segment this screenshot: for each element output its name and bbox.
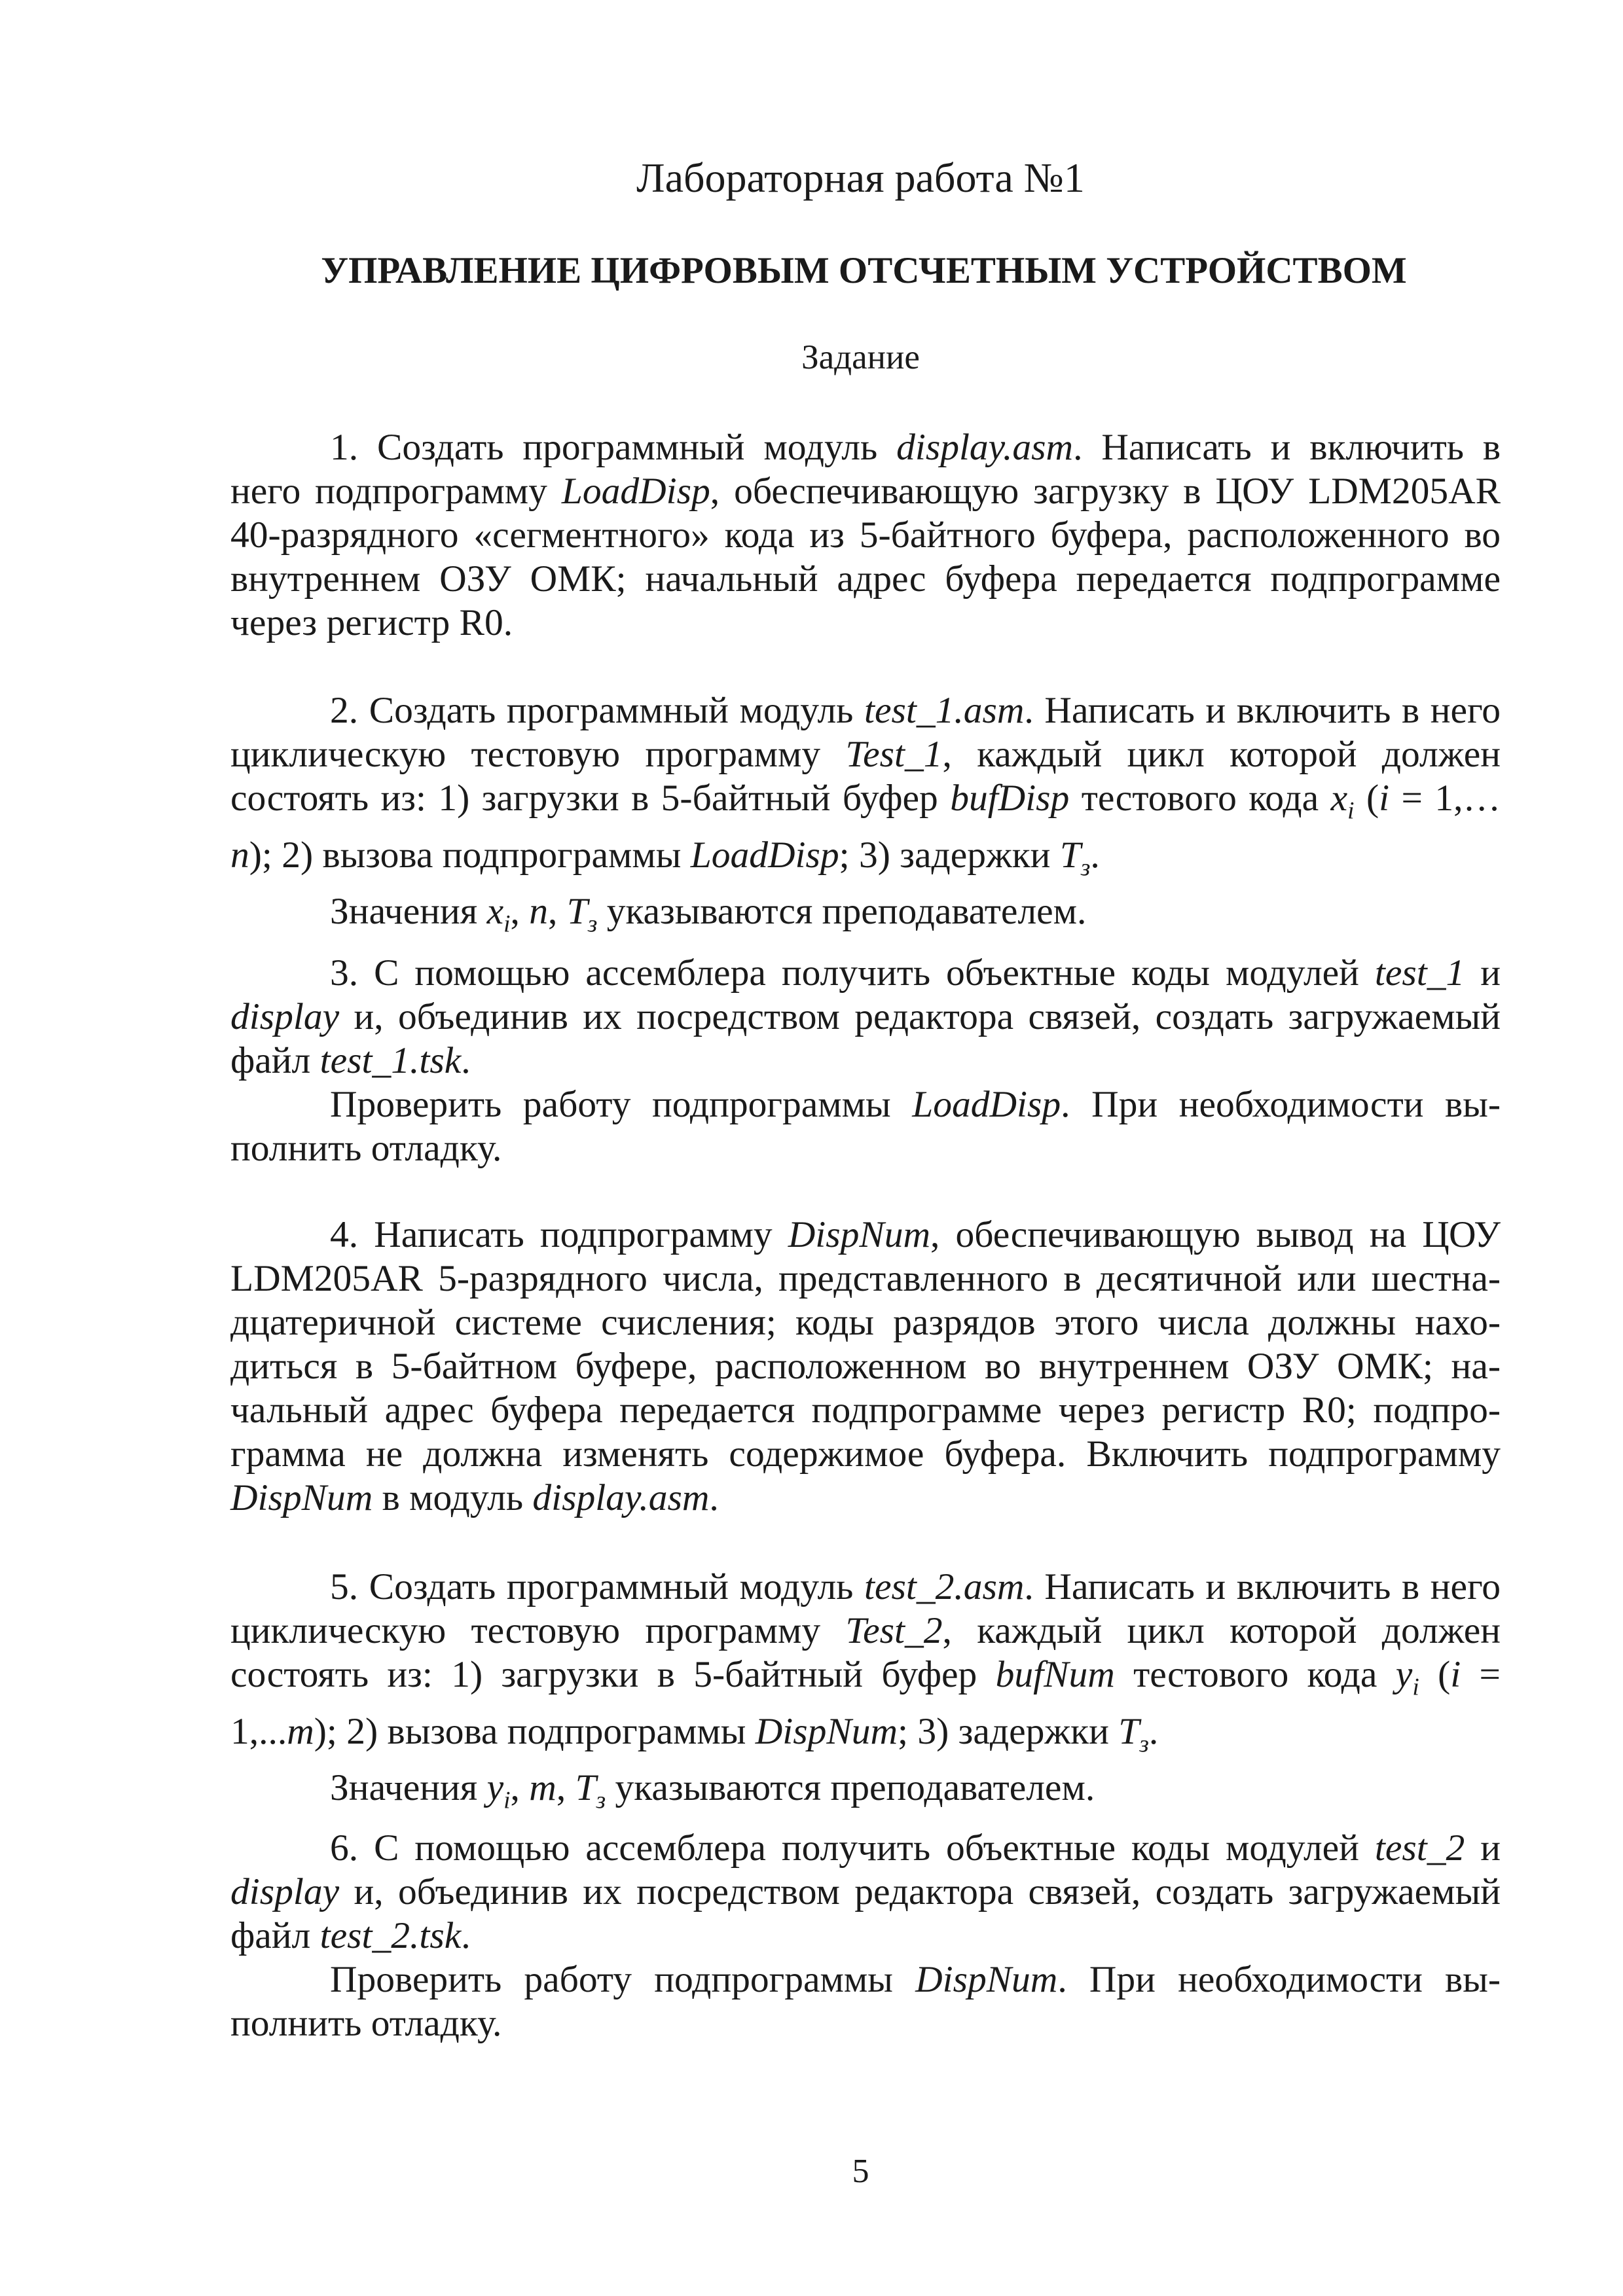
task-item-3: [230, 951, 1501, 1170]
italic-text: display.asm: [896, 427, 1074, 468]
subscript: [1412, 1674, 1419, 1701]
italic-text: T: [1118, 1710, 1140, 1752]
italic-text: LoadDisp: [690, 834, 839, 876]
italic-text: test_1.tsk: [319, 1040, 462, 1081]
task-paragraph: 4. Написать подпрограмму DispNum, обеспечивающую вывод на ЦОУ LDM205AR 5-разрядного числа, представленного в десятичной или шестнадцатеричной системе счисления; коды разрядов этого числа должны находиться в 5-байтном буфере, расположенном во внутреннем ОЗУ ОМК; начальный адрес буфера передается подпрограмме через регистр R0; подпрограмма не должна изменять содержимое буфера. Включить подпрограмму DispNum в модуль display.asm.: [230, 1214, 1501, 1518]
subscript-text: з: [1139, 1731, 1149, 1757]
task-paragraph: 3. С помощью ассемблера получить объектные коды модулей test_1 и display и, объединив их посредством редактора связей, создать загружаемый файл test_1.tsk.: [230, 952, 1501, 1081]
task-item-2: [230, 689, 1501, 946]
subscript: [1081, 854, 1091, 881]
task-item-6: [230, 1826, 1501, 2045]
italic-text: m: [287, 1710, 314, 1752]
italic-text: DispNum: [915, 1959, 1058, 2000]
italic-text: n: [529, 891, 549, 932]
subscript-text: i: [1347, 797, 1355, 825]
italic-text: n: [230, 834, 249, 876]
italic-text: display: [230, 1871, 340, 1912]
italic-text: test_1.asm: [864, 690, 1025, 731]
task-paragraph: Значения $x_i$, n, $T_з$ указываются преподавателем.: [330, 891, 1087, 938]
italic-text: LoadDisp: [912, 1084, 1061, 1125]
task-paragraph: Проверить работу подпрограммы DispNum. При необходимости выполнить отладку.: [230, 1959, 1501, 2044]
subscript-text: i: [1412, 1674, 1419, 1701]
page-title: Лабораторная работа №1: [636, 154, 1085, 201]
italic-text: test_2.tsk: [319, 1915, 462, 1956]
italic-text: x: [486, 891, 504, 932]
subscript: [588, 911, 598, 938]
italic-text: display.asm: [532, 1477, 710, 1518]
italic-text: T: [1059, 834, 1081, 876]
subscript-text: з: [596, 1787, 606, 1814]
task-paragraph: 2. Создать программный модуль test_1.asm. Написать и включить в него циклическую тестовую программу Test_1, каждый цикл которой должен состоять из: 1) загрузки в 5-байтный буфер bufDisp тестового кода $x_i$ (i = 1,…n); 2) вызова подпрограммы LoadDisp; 3) задержки $T_з$.: [230, 690, 1501, 881]
subscript: [503, 1787, 510, 1814]
italic-text: Test_1: [845, 734, 943, 775]
italic-text: display: [230, 996, 340, 1037]
task-paragraph: 5. Создать программный модуль test_2.asm. Написать и включить в него циклическую тестовую программу Test_2, каждый цикл которой должен состоять из: 1) загрузки в 5-байтный буфер bufNum тестового кода $y_i$ (i = 1,...m); 2) вызова подпрограммы DispNum; 3) задержки $T_з$.: [230, 1566, 1501, 1757]
subscript-text: i: [503, 1787, 511, 1814]
italic-text: y: [1395, 1654, 1413, 1695]
italic-text: i: [1379, 778, 1390, 819]
italic-text: bufNum: [995, 1654, 1115, 1695]
italic-text: y: [486, 1767, 504, 1808]
italic-text: i: [1450, 1654, 1461, 1695]
italic-text: test_2: [1374, 1827, 1465, 1869]
subscript: [503, 911, 510, 938]
task-item-4: [230, 1213, 1501, 1520]
subscript: [596, 1787, 606, 1814]
task-item-1: [230, 425, 1501, 645]
page-number: 5: [852, 2153, 869, 2190]
italic-text: test_2.asm: [864, 1566, 1025, 1607]
italic-text: m: [529, 1767, 556, 1808]
page-subtitle: УПРАВЛЕНИЕ ЦИФРОВЫМ ОТСЧЕТНЫМ УСТРОЙСТВОМ: [321, 250, 1407, 291]
italic-text: DispNum: [755, 1710, 898, 1752]
italic-text: DispNum: [230, 1477, 373, 1518]
task-paragraph: Значения $y_i$, m, $T_з$ указываются преподавателем.: [330, 1767, 1095, 1814]
task-item-5: [230, 1565, 1501, 1823]
task-paragraph: 1. Создать программный модуль display.asm. Написать и включить в него подпрограмму LoadDisp, обеспечивающую загрузку в ЦОУ LDM205AR 40-разрядного «сегментного» кода из 5-байтного буфера, расположенного во внутреннем ОЗУ ОМК; начальный адрес буфера передается подпрограмме через регистр R0.: [230, 427, 1501, 643]
italic-text: LoadDisp: [561, 471, 710, 512]
subscript-text: з: [587, 910, 598, 938]
subscript-text: з: [1080, 854, 1091, 881]
italic-text: x: [1330, 778, 1348, 819]
italic-text: T: [566, 891, 588, 932]
task-heading: Задание: [801, 338, 920, 376]
italic-text: DispNum: [788, 1214, 931, 1255]
task-paragraph: Проверить работу подпрограммы LoadDisp. При необходимости выполнить отладку.: [230, 1084, 1501, 1169]
subscript: [1139, 1731, 1149, 1757]
italic-text: test_1: [1374, 952, 1465, 994]
task-paragraph: 6. С помощью ассемблера получить объектные коды модулей test_2 и display и, объединив их посредством редактора связей, создать загружаемый файл test_2.tsk.: [230, 1827, 1501, 1956]
subscript-text: i: [503, 910, 511, 938]
subscript: [1347, 798, 1354, 825]
italic-text: bufDisp: [950, 778, 1070, 819]
italic-text: Test_2: [845, 1610, 943, 1651]
italic-text: T: [575, 1767, 596, 1808]
